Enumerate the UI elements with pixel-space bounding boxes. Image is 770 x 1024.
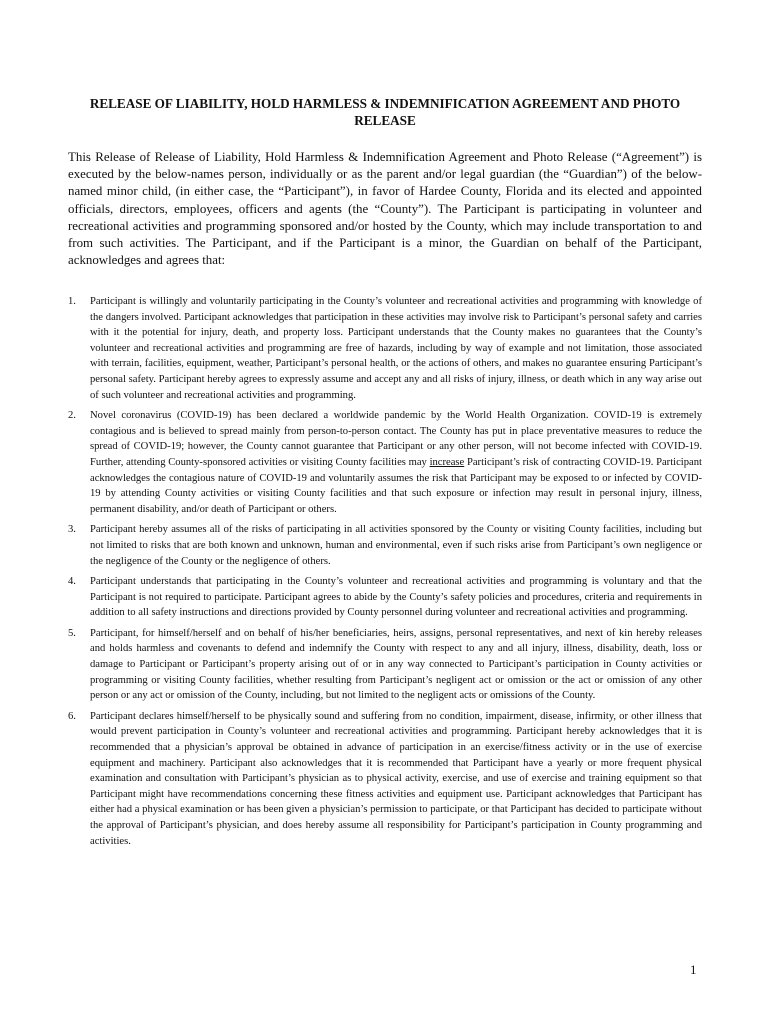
clause-number: 4. — [68, 576, 76, 588]
clause-list — [68, 294, 702, 854]
clause-2 — [68, 408, 702, 517]
clause-text: Participant understands that participating in the County’s volunteer and recreational activities and programming is voluntary and that the Participant is not required to participate. Participant agrees to abide by the County’s safety policies and procedures, criteria and requirements in addition to all safety instructions and directions provided by County personnel during volunteer and recreational activities and programming. — [90, 576, 702, 619]
clause-5 — [68, 626, 702, 704]
document-title: RELEASE OF LIABILITY, HOLD HARMLESS & INDEMNIFICATION AGREEMENT AND PHOTO RELEASE — [89, 96, 681, 128]
clause-number: 5. — [68, 627, 76, 639]
clause-number: 3. — [68, 524, 76, 536]
clause-1 — [68, 294, 702, 403]
clause-6 — [68, 709, 702, 849]
clause-text: Participant hereby assumes all of the risks of participating in all activities sponsored by the County or visiting County facilities, including but not limited to risks that are both known and unknown, human and environmental, even if such risks arise from Participant’s own negligence or the negligence of the County or the negligence of others. — [90, 524, 702, 567]
clause-text: Participant, for himself/herself and on behalf of his/her beneficiaries, heirs, assigns, personal representatives, and next of kin hereby releases and holds harmless and covenants to defend and indemnify the County with respect to any and all injury, illness, disability, death, loss or damage to Participant or Participant’s property arising out of or in any way connected to Participant’s participation in County activities or programming or visiting County facilities, whether resulting from Participant’s negligent act or omission or the act or omission of any other person or any act or omission of the County, including, but not limited to the negligent acts or omissions of the County. — [90, 627, 702, 702]
clause-text-after: Participant’s risk of contracting COVID-19. Participant acknowledges the contagious nature of COVID-19 and voluntarily assumes the risk that Participant may be exposed to or infected by COVID-19 by attending County activities or visiting County facilities and that such exposure or infection may result in personal injury, illness, permanent disability, and/or death of Participant or others. — [90, 456, 702, 515]
clause-3 — [68, 522, 702, 569]
clause-text: Participant declares himself/herself to be physically sound and suffering from no condition, impairment, disease, infirmity, or other illness that would prevent participation in County’s volunteer and recreational activities and programming. Participant hereby acknowledges that it is recommended that a physician’s approval be obtained in advance of participation in an exercise/fitness activity or in the use of exercise equipment and machinery. Participant also acknowledges that it is recommended that Participant have a yearly or more frequent physical examination and consultation with Participant’s physician as to physical activity, exercise, and use of exercise and training equipment so that Participant might have recommendations concerning these fitness activities and equipment use. Participant acknowledges that Participant has either had a physical examination or has been given a physician’s permission to participate, or that Participant has decided to participate without the approval of Participant’s physician, and does hereby assume all responsibility for Participant’s participation in County programming and activities. — [90, 710, 702, 847]
clause-number: 2. — [68, 410, 76, 422]
clause-text: Participant is willingly and voluntarily participating in the County’s volunteer and recreational activities and programming with knowledge of the dangers involved. Participant acknowledges that participation in these activities may involve risk to Participant’s personal safety and carries with it the potential for injury, death, and property loss. Participant understands that the County makes no guarantees that the County’s volunteer and recreational activities and programming are free of hazards, including by way of example and not limitation, those associated with terrain, facilities, equipment, weather, Participant’s personal health, or the actions of others, and makes no guarantee ensuring Participant’s personal safety. Participant hereby agrees to expressly assume and accept any and all risks of injury, illness, or death which in any way arise out of such volunteer and recreational activities and programming. — [90, 296, 702, 401]
clause-text-before: Novel coronavirus (COVID-19) has been declared a worldwide pandemic by the World Health Organization. COVID-19 is extremely contagious and is believed to spread mainly from person-to-person contact. The County has put in place preventative measures to reduce the spread of COVID-19; however, the County cannot guarantee that Participant or any other person, will not become infected with COVID-19. Further, attending County-sponsored activities or visiting County facilities may — [90, 410, 702, 468]
clause-4 — [68, 574, 702, 621]
clause-number: 1. — [68, 296, 76, 307]
page-number: 1 — [690, 962, 697, 977]
emphasis-underlined-word: increase — [429, 456, 465, 468]
intro-paragraph: This Release of Release of Liability, Hold Harmless & Indemnification Agreement and Photo Release (“Agreement”) is executed by the below-names person, individually or as the parent and/or legal guardian (the “Guardian”) of the below-named minor child, (in either case, the “Participant”), in favor of Hardee County, Florida and its elected and appointed officials, directors, employees, officers and agents (the “County”). The Participant is participating in volunteer and recreational activities and programming sponsored and/or hosted by the County, which may include transportation to and from such activities. The Participant, and if the Participant is a minor, the Guardian on behalf of the Participant, acknowledges and agrees that: — [68, 150, 702, 268]
clause-number: 6. — [68, 710, 76, 722]
